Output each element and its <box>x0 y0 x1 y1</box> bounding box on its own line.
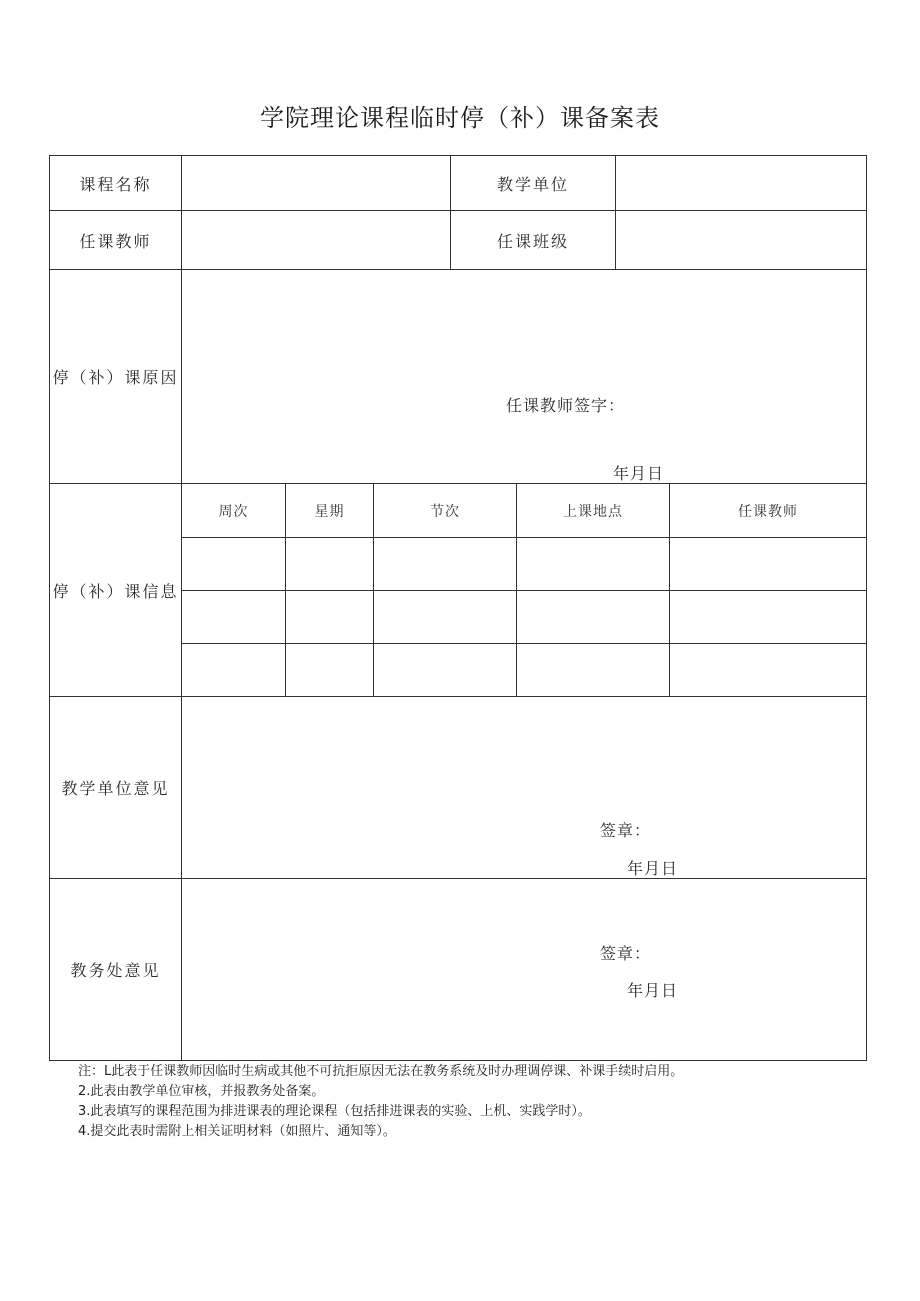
info-cell[interactable] <box>517 591 669 643</box>
note-item: 注：L此表于任课教师因临时生病或其他不可抗拒原因无法在教务系统及时办理调停课、补课手续时启用。 <box>78 1064 684 1079</box>
teacher-label: 任课教师 <box>79 231 152 251</box>
form-table <box>49 155 867 1061</box>
note-item: 2.此表由教学单位审核，并报教务处备案。 <box>78 1084 325 1099</box>
teacher-field[interactable] <box>182 211 450 269</box>
note-item: 4.提交此表时需附上相关证明材料（如照片、通知等）。 <box>78 1124 396 1139</box>
col-header-week: 周次 <box>218 503 249 520</box>
col-header-weekday: 星期 <box>314 503 345 520</box>
unit-date-label: 年月日 <box>627 859 679 878</box>
office-stamp-label: 签章： <box>600 944 652 963</box>
note-item: 3.此表填写的课程范围为排进课表的理论课程（包括排进课表的实验、上机、实践学时）。 <box>78 1104 591 1119</box>
class-field[interactable] <box>616 211 866 269</box>
info-cell[interactable] <box>374 538 516 590</box>
info-cell[interactable] <box>374 591 516 643</box>
info-cell[interactable] <box>374 644 516 696</box>
col-header-period: 节次 <box>430 503 460 520</box>
info-cell[interactable] <box>182 644 285 696</box>
info-cell[interactable] <box>182 591 285 643</box>
info-cell[interactable] <box>182 538 285 590</box>
notes <box>78 1062 683 1142</box>
reason-date-label: 年月日 <box>613 464 665 483</box>
teaching-unit-field[interactable] <box>616 156 866 210</box>
reason-label: 停（补）课原因 <box>52 368 179 387</box>
teaching-unit-label: 教学单位 <box>496 174 569 194</box>
form-title: 学院理论课程临时停（补）课备案表 <box>260 104 660 132</box>
course-name-label: 课程名称 <box>79 174 152 194</box>
teacher-signature-label: 任课教师签字： <box>506 396 626 415</box>
office-opinion-label: 教务处意见 <box>70 961 161 980</box>
unit-opinion-label: 教学单位意见 <box>61 779 170 798</box>
course-name-field[interactable] <box>182 156 450 210</box>
info-cell[interactable] <box>670 591 866 643</box>
info-cell[interactable] <box>286 538 373 590</box>
col-header-location: 上课地点 <box>563 503 623 520</box>
info-cell[interactable] <box>670 538 866 590</box>
info-cell[interactable] <box>517 538 669 590</box>
col-header-teacher: 任课教师 <box>738 503 798 520</box>
info-cell[interactable] <box>517 644 669 696</box>
office-date-label: 年月日 <box>627 981 679 1000</box>
class-label: 任课班级 <box>496 231 569 251</box>
info-cell[interactable] <box>286 644 373 696</box>
info-cell[interactable] <box>670 644 866 696</box>
unit-stamp-label: 签章： <box>600 821 652 840</box>
info-label: 停（补）课信息 <box>52 581 179 601</box>
info-cell[interactable] <box>286 591 373 643</box>
